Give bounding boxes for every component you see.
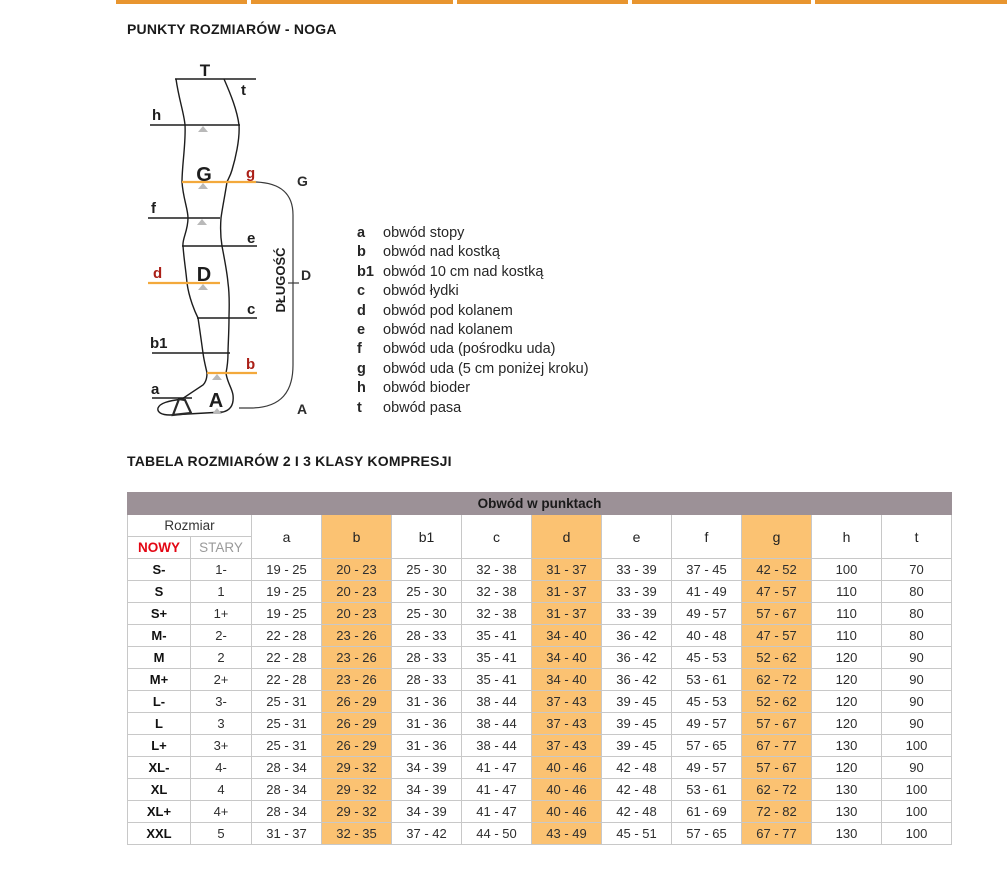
column-header-t: t: [882, 515, 952, 559]
value-cell-d: 40 - 46: [532, 779, 602, 801]
legend-item: [357, 282, 589, 301]
value-cell-c: 41 - 47: [462, 801, 532, 823]
nav-tab-underline[interactable]: [815, 0, 1007, 4]
nav-tab-underline[interactable]: [251, 0, 453, 4]
value-cell-h: 100: [812, 559, 882, 581]
value-cell-h: 110: [812, 603, 882, 625]
nav-tab-underline[interactable]: [116, 0, 247, 4]
value-cell-h: 130: [812, 801, 882, 823]
value-cell-b: 29 - 32: [322, 801, 392, 823]
value-cell-d: 37 - 43: [532, 735, 602, 757]
legend-key: b1: [357, 263, 374, 280]
value-cell-g: 62 - 72: [742, 669, 812, 691]
value-cell-h: 120: [812, 647, 882, 669]
legend-text: obwód uda (pośrodku uda): [383, 341, 556, 358]
label-t: t: [241, 82, 246, 99]
legend-item: [357, 302, 589, 321]
value-cell-d: 31 - 37: [532, 559, 602, 581]
value-cell-e: 39 - 45: [602, 735, 672, 757]
label-d: d: [153, 265, 163, 282]
new-size-cell: S+: [128, 603, 191, 625]
new-size-header: NOWY: [128, 537, 191, 559]
old-size-cell: 4+: [191, 801, 252, 823]
value-cell-g: 52 - 62: [742, 691, 812, 713]
measurement-legend: [357, 224, 589, 418]
table-row: [128, 581, 952, 603]
value-cell-t: 100: [882, 801, 952, 823]
legend-text: obwód 10 cm nad kostką: [383, 263, 544, 280]
legend-key: a: [357, 225, 366, 241]
legend-item: [357, 321, 589, 340]
value-cell-c: 41 - 47: [462, 779, 532, 801]
value-cell-t: 90: [882, 757, 952, 779]
value-cell-e: 36 - 42: [602, 625, 672, 647]
value-cell-d: 43 - 49: [532, 823, 602, 845]
value-cell-a: 19 - 25: [252, 559, 322, 581]
new-size-cell: XL: [128, 779, 191, 801]
value-cell-b: 26 - 29: [322, 735, 392, 757]
label-D: D: [196, 264, 212, 286]
label-f: f: [151, 200, 156, 217]
value-cell-h: 120: [812, 757, 882, 779]
old-size-cell: 1+: [191, 603, 252, 625]
value-cell-b: 23 - 26: [322, 647, 392, 669]
table-row: [128, 801, 952, 823]
column-header-b1: b1: [392, 515, 462, 559]
new-size-cell: S-: [128, 559, 191, 581]
value-cell-t: 90: [882, 713, 952, 735]
value-cell-b1: 28 - 33: [392, 669, 462, 691]
value-cell-t: 100: [882, 779, 952, 801]
value-cell-h: 110: [812, 625, 882, 647]
table-subheader-row-1: [128, 515, 952, 537]
label-e: e: [247, 230, 256, 247]
bracket-label-D: D: [301, 267, 312, 283]
value-cell-g: 57 - 67: [742, 713, 812, 735]
value-cell-f: 45 - 53: [672, 691, 742, 713]
label-a: a: [151, 381, 160, 398]
bracket-label-G: G: [297, 173, 308, 189]
table-row: [128, 625, 952, 647]
new-size-cell: XL-: [128, 757, 191, 779]
new-size-cell: M-: [128, 625, 191, 647]
value-cell-h: 120: [812, 669, 882, 691]
value-cell-b: 20 - 23: [322, 603, 392, 625]
label-b: b: [246, 356, 256, 373]
legend-item: [357, 224, 589, 243]
value-cell-d: 40 - 46: [532, 801, 602, 823]
value-cell-c: 35 - 41: [462, 625, 532, 647]
value-cell-g: 47 - 57: [742, 625, 812, 647]
table-row: [128, 779, 952, 801]
value-cell-b: 26 - 29: [322, 713, 392, 735]
table-row: [128, 647, 952, 669]
value-cell-b1: 25 - 30: [392, 559, 462, 581]
value-cell-f: 45 - 53: [672, 647, 742, 669]
legend-item: [357, 379, 589, 398]
old-size-cell: 3: [191, 713, 252, 735]
table-row: [128, 559, 952, 581]
nav-tab-underline[interactable]: [457, 0, 628, 4]
value-cell-f: 40 - 48: [672, 625, 742, 647]
legend-key: t: [357, 399, 362, 416]
value-cell-e: 42 - 48: [602, 801, 672, 823]
value-cell-c: 35 - 41: [462, 647, 532, 669]
value-cell-f: 53 - 61: [672, 669, 742, 691]
value-cell-g: 57 - 67: [742, 603, 812, 625]
value-cell-t: 100: [882, 823, 952, 845]
value-cell-c: 41 - 47: [462, 757, 532, 779]
value-cell-h: 110: [812, 581, 882, 603]
value-cell-h: 130: [812, 823, 882, 845]
value-cell-b: 29 - 32: [322, 757, 392, 779]
new-size-cell: L: [128, 713, 191, 735]
table-row: [128, 713, 952, 735]
value-cell-f: 49 - 57: [672, 757, 742, 779]
legend-key: d: [357, 302, 366, 319]
value-cell-g: 57 - 67: [742, 757, 812, 779]
nav-tab-underline[interactable]: [632, 0, 811, 4]
value-cell-d: 40 - 46: [532, 757, 602, 779]
value-cell-d: 34 - 40: [532, 647, 602, 669]
value-cell-a: 31 - 37: [252, 823, 322, 845]
value-cell-g: 42 - 52: [742, 559, 812, 581]
size-table-body: [128, 559, 952, 845]
triangle-marker: [198, 126, 208, 132]
value-cell-g: 72 - 82: [742, 801, 812, 823]
legend-text: obwód stopy: [383, 225, 465, 241]
value-cell-e: 45 - 51: [602, 823, 672, 845]
triangle-marker: [197, 219, 207, 225]
value-cell-t: 90: [882, 647, 952, 669]
label-G: G: [196, 164, 212, 186]
value-cell-f: 61 - 69: [672, 801, 742, 823]
new-size-cell: L+: [128, 735, 191, 757]
column-header-h: h: [812, 515, 882, 559]
value-cell-c: 35 - 41: [462, 669, 532, 691]
column-header-f: f: [672, 515, 742, 559]
old-size-cell: 3+: [191, 735, 252, 757]
new-size-cell: M+: [128, 669, 191, 691]
table-main-header: Obwód w punktach: [128, 493, 952, 515]
legend-text: obwód pasa: [383, 399, 462, 416]
label-b1: b1: [150, 335, 168, 352]
value-cell-c: 38 - 44: [462, 735, 532, 757]
leg-outline: [158, 79, 239, 415]
legend-text: obwód uda (5 cm poniżej kroku): [383, 360, 589, 377]
label-c: c: [247, 301, 256, 318]
value-cell-t: 80: [882, 625, 952, 647]
new-size-cell: XXL: [128, 823, 191, 845]
legend-key: e: [357, 322, 366, 339]
triangle-marker: [212, 374, 222, 380]
value-cell-g: 47 - 57: [742, 581, 812, 603]
value-cell-h: 130: [812, 779, 882, 801]
value-cell-f: 49 - 57: [672, 713, 742, 735]
value-cell-a: 22 - 28: [252, 625, 322, 647]
value-cell-b1: 34 - 39: [392, 779, 462, 801]
legend-item: [357, 360, 589, 379]
table-main-header-row: [128, 493, 952, 515]
column-header-c: c: [462, 515, 532, 559]
value-cell-f: 49 - 57: [672, 603, 742, 625]
table-row: [128, 603, 952, 625]
old-size-cell: 1-: [191, 559, 252, 581]
legend-text: obwód łydki: [383, 283, 459, 300]
value-cell-f: 41 - 49: [672, 581, 742, 603]
value-cell-t: 80: [882, 581, 952, 603]
value-cell-d: 31 - 37: [532, 603, 602, 625]
legend-item: [357, 399, 589, 418]
legend-text: obwód bioder: [383, 380, 471, 397]
old-size-cell: 4-: [191, 757, 252, 779]
value-cell-e: 33 - 39: [602, 559, 672, 581]
value-cell-b1: 28 - 33: [392, 647, 462, 669]
leg-diagram: [120, 55, 340, 425]
legend-item: [357, 263, 589, 282]
value-cell-g: 52 - 62: [742, 647, 812, 669]
value-cell-b1: 31 - 36: [392, 713, 462, 735]
value-cell-d: 37 - 43: [532, 713, 602, 735]
value-cell-b1: 31 - 36: [392, 735, 462, 757]
size-header: Rozmiar: [128, 515, 252, 537]
value-cell-g: 67 - 77: [742, 823, 812, 845]
size-table: [127, 492, 952, 845]
value-cell-b1: 34 - 39: [392, 757, 462, 779]
value-cell-h: 120: [812, 691, 882, 713]
column-header-g: g: [742, 515, 812, 559]
value-cell-a: 28 - 34: [252, 757, 322, 779]
column-header-a: a: [252, 515, 322, 559]
value-cell-c: 32 - 38: [462, 559, 532, 581]
page-title: PUNKTY ROZMIARÓW - NOGA: [127, 21, 337, 37]
legend-key: b: [357, 244, 366, 261]
value-cell-t: 70: [882, 559, 952, 581]
toe-band: [173, 399, 191, 415]
bracket-label-A: A: [297, 401, 308, 417]
value-cell-b1: 31 - 36: [392, 691, 462, 713]
legend-key: g: [357, 360, 366, 377]
old-size-cell: 1: [191, 581, 252, 603]
value-cell-c: 38 - 44: [462, 713, 532, 735]
legend-item: [357, 243, 589, 262]
value-cell-f: 57 - 65: [672, 823, 742, 845]
label-T: T: [199, 61, 211, 80]
value-cell-c: 32 - 38: [462, 603, 532, 625]
new-size-cell: S: [128, 581, 191, 603]
value-cell-t: 90: [882, 691, 952, 713]
old-size-cell: 4: [191, 779, 252, 801]
value-cell-a: 25 - 31: [252, 691, 322, 713]
legend-key: h: [357, 380, 366, 397]
new-size-cell: M: [128, 647, 191, 669]
value-cell-d: 37 - 43: [532, 691, 602, 713]
value-cell-e: 36 - 42: [602, 669, 672, 691]
table-row: [128, 757, 952, 779]
value-cell-h: 130: [812, 735, 882, 757]
old-size-cell: 2-: [191, 625, 252, 647]
label-A: A: [208, 390, 224, 412]
value-cell-a: 28 - 34: [252, 779, 322, 801]
value-cell-d: 34 - 40: [532, 669, 602, 691]
value-cell-g: 67 - 77: [742, 735, 812, 757]
label-h: h: [152, 107, 162, 124]
value-cell-f: 53 - 61: [672, 779, 742, 801]
value-cell-a: 25 - 31: [252, 735, 322, 757]
value-cell-d: 34 - 40: [532, 625, 602, 647]
value-cell-g: 62 - 72: [742, 779, 812, 801]
old-size-header: STARY: [191, 537, 252, 559]
legend-key: f: [357, 341, 362, 358]
new-size-cell: XL+: [128, 801, 191, 823]
value-cell-e: 36 - 42: [602, 647, 672, 669]
legend-item: [357, 340, 589, 359]
value-cell-e: 33 - 39: [602, 581, 672, 603]
value-cell-e: 33 - 39: [602, 603, 672, 625]
value-cell-a: 25 - 31: [252, 713, 322, 735]
value-cell-b: 26 - 29: [322, 691, 392, 713]
column-header-d: d: [532, 515, 602, 559]
value-cell-f: 57 - 65: [672, 735, 742, 757]
value-cell-f: 37 - 45: [672, 559, 742, 581]
value-cell-b: 23 - 26: [322, 669, 392, 691]
value-cell-b: 23 - 26: [322, 625, 392, 647]
value-cell-a: 19 - 25: [252, 603, 322, 625]
value-cell-a: 22 - 28: [252, 647, 322, 669]
value-cell-d: 31 - 37: [532, 581, 602, 603]
column-header-e: e: [602, 515, 672, 559]
value-cell-b1: 37 - 42: [392, 823, 462, 845]
table-section-title: TABELA ROZMIARÓW 2 I 3 KLASY KOMPRESJI: [127, 453, 452, 469]
table-row: [128, 669, 952, 691]
value-cell-a: 19 - 25: [252, 581, 322, 603]
legend-text: obwód pod kolanem: [383, 302, 513, 319]
table-row: [128, 823, 952, 845]
value-cell-t: 100: [882, 735, 952, 757]
value-cell-b1: 34 - 39: [392, 801, 462, 823]
value-cell-b: 20 - 23: [322, 581, 392, 603]
value-cell-a: 28 - 34: [252, 801, 322, 823]
old-size-cell: 3-: [191, 691, 252, 713]
value-cell-e: 42 - 48: [602, 757, 672, 779]
value-cell-b: 29 - 32: [322, 779, 392, 801]
legend-text: obwód nad kolanem: [383, 322, 513, 339]
value-cell-t: 90: [882, 669, 952, 691]
table-row: [128, 691, 952, 713]
old-size-cell: 2: [191, 647, 252, 669]
new-size-cell: L-: [128, 691, 191, 713]
legend-text: obwód nad kostką: [383, 244, 500, 261]
value-cell-b1: 25 - 30: [392, 581, 462, 603]
value-cell-b: 32 - 35: [322, 823, 392, 845]
legend-key: c: [357, 283, 366, 300]
value-cell-b1: 28 - 33: [392, 625, 462, 647]
old-size-cell: 5: [191, 823, 252, 845]
column-header-b: b: [322, 515, 392, 559]
value-cell-e: 39 - 45: [602, 713, 672, 735]
table-row: [128, 735, 952, 757]
value-cell-a: 22 - 28: [252, 669, 322, 691]
value-cell-c: 32 - 38: [462, 581, 532, 603]
label-g: g: [246, 165, 256, 182]
value-cell-c: 44 - 50: [462, 823, 532, 845]
value-cell-b: 20 - 23: [322, 559, 392, 581]
old-size-cell: 2+: [191, 669, 252, 691]
value-cell-h: 120: [812, 713, 882, 735]
value-cell-e: 42 - 48: [602, 779, 672, 801]
value-cell-c: 38 - 44: [462, 691, 532, 713]
value-cell-t: 80: [882, 603, 952, 625]
value-cell-b1: 25 - 30: [392, 603, 462, 625]
value-cell-e: 39 - 45: [602, 691, 672, 713]
length-label: DŁUGOŚĆ: [273, 247, 288, 313]
